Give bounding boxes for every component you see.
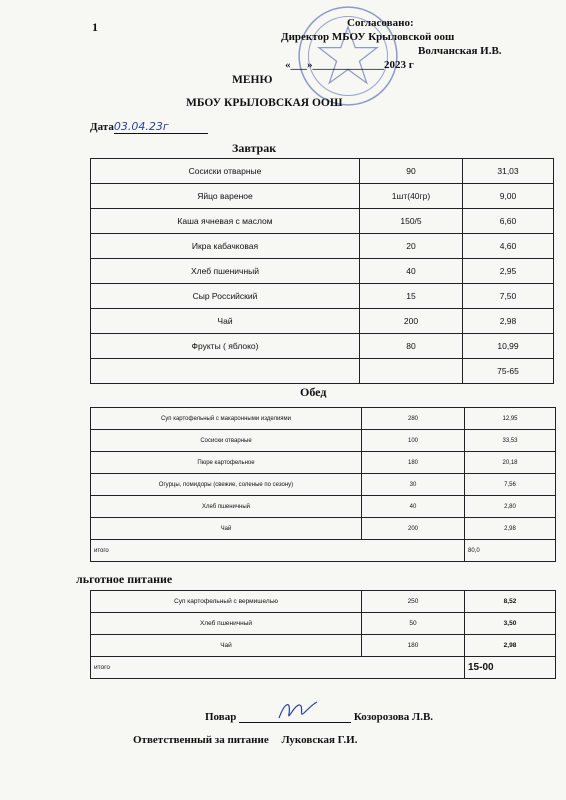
breakfast-row [91,209,554,234]
approval-agreed: Согласовано: [347,17,414,29]
dish-quantity: 50 [362,613,465,635]
cook-signature [239,710,351,723]
benefit-row [91,591,556,613]
responsible-label: Ответственный за питание [133,734,269,746]
dish-name: Сыр Российский [91,284,360,309]
dish-name: Икра кабачковая [91,234,360,259]
dish-price: 20,18 [465,452,556,474]
dish-price: 2,80 [465,496,556,518]
lunch-total-row [91,540,556,562]
dish-price: 6,60 [463,209,554,234]
dish-name: Огурцы, помидоры (свежие, соленые по сезону) [91,474,362,496]
page-title: МЕНЮ [232,74,273,86]
benefit-table [90,590,556,679]
dish-name: Хлеб пшеничный [91,496,362,518]
dish-price: 4,60 [463,234,554,259]
breakfast-row [91,359,554,384]
dish-quantity: 200 [360,309,463,334]
dish-quantity: 280 [362,408,465,430]
approval-director: Директор МБОУ Крыловской оош [281,31,455,43]
lunch-row [91,496,556,518]
dish-quantity: 90 [360,159,463,184]
date-value: 03.04.23г [114,120,208,134]
dish-price: 10,99 [463,334,554,359]
approval-name: Волчанская И.В. [418,45,502,57]
benefit-total-label: итого [91,657,465,679]
breakfast-title: Завтрак [232,141,277,155]
lunch-total-label: итого [91,540,465,562]
dish-name [91,359,360,384]
dish-name: Пюре картофельное [91,452,362,474]
breakfast-table [90,158,554,384]
benefit-row [91,635,556,657]
dish-name: Чай [91,635,362,657]
breakfast-row [91,159,554,184]
dish-quantity: 15 [360,284,463,309]
dish-price: 2,98 [465,635,556,657]
dish-quantity: 250 [362,591,465,613]
dish-price: 2,98 [463,309,554,334]
dish-quantity: 1шт(40гр) [360,184,463,209]
dish-name: Чай [91,309,360,334]
dish-price: 2,95 [463,259,554,284]
dish-price: 33,53 [465,430,556,452]
benefit-total-value: 15-00 [465,657,556,679]
dish-price: 8,52 [465,591,556,613]
breakfast-row [91,284,554,309]
dish-quantity: 80 [360,334,463,359]
handwritten-signature-icon [275,696,319,724]
benefit-title: льготное питание [76,572,173,586]
dish-price: 75-65 [463,359,554,384]
dish-quantity: 40 [360,259,463,284]
dish-quantity: 20 [360,234,463,259]
dish-name: Каша ячневая с маслом [91,209,360,234]
dish-price: 9,00 [463,184,554,209]
lunch-row [91,408,556,430]
lunch-row [91,452,556,474]
dish-price: 7,56 [465,474,556,496]
dish-price: 3,50 [465,613,556,635]
date-line [90,120,208,134]
lunch-table [90,407,556,562]
benefit-total-row [91,657,556,679]
dish-name: Яйцо вареное [91,184,360,209]
dish-name: Суп картофельный с вермишелью [91,591,362,613]
breakfast-row [91,259,554,284]
dish-name: Чай [91,518,362,540]
lunch-total-value: 80,0 [465,540,556,562]
dish-quantity: 150/5 [360,209,463,234]
dish-name: Суп картофельный с макаронными изделиями [91,408,362,430]
dish-quantity: 40 [362,496,465,518]
dish-quantity [360,359,463,384]
approval-date-line: «___»_____________2023 г [285,59,414,71]
dish-price: 2,98 [465,518,556,540]
breakfast-row [91,184,554,209]
dish-name: Хлеб пшеничный [91,613,362,635]
responsible-name: Луковская Г.И. [281,734,358,746]
dish-name: Сосиски отварные [91,159,360,184]
dish-name: Фрукты ( яблоко) [91,334,360,359]
page-number: 1 [92,20,98,34]
dish-price: 7,50 [463,284,554,309]
lunch-title: Обед [300,385,327,399]
lunch-row [91,430,556,452]
dish-name: Сосиски отварные [91,430,362,452]
cook-name: Козорозова Л.В. [353,711,434,723]
benefit-row [91,613,556,635]
dish-price: 12,95 [465,408,556,430]
cook-signature-line [205,710,433,723]
dish-quantity: 200 [362,518,465,540]
date-label: Дата [90,121,114,133]
breakfast-row [91,234,554,259]
lunch-row [91,474,556,496]
school-name: МБОУ КРЫЛОВСКАЯ ООШ [186,97,343,109]
dish-quantity: 180 [362,452,465,474]
breakfast-row [91,309,554,334]
dish-name: Хлеб пшеничный [91,259,360,284]
approval-block [275,16,502,72]
dish-price: 31,03 [463,159,554,184]
responsible-line [133,734,357,746]
lunch-row [91,518,556,540]
cook-label: Повар [205,711,237,723]
dish-quantity: 30 [362,474,465,496]
breakfast-row [91,334,554,359]
dish-quantity: 180 [362,635,465,657]
dish-quantity: 100 [362,430,465,452]
